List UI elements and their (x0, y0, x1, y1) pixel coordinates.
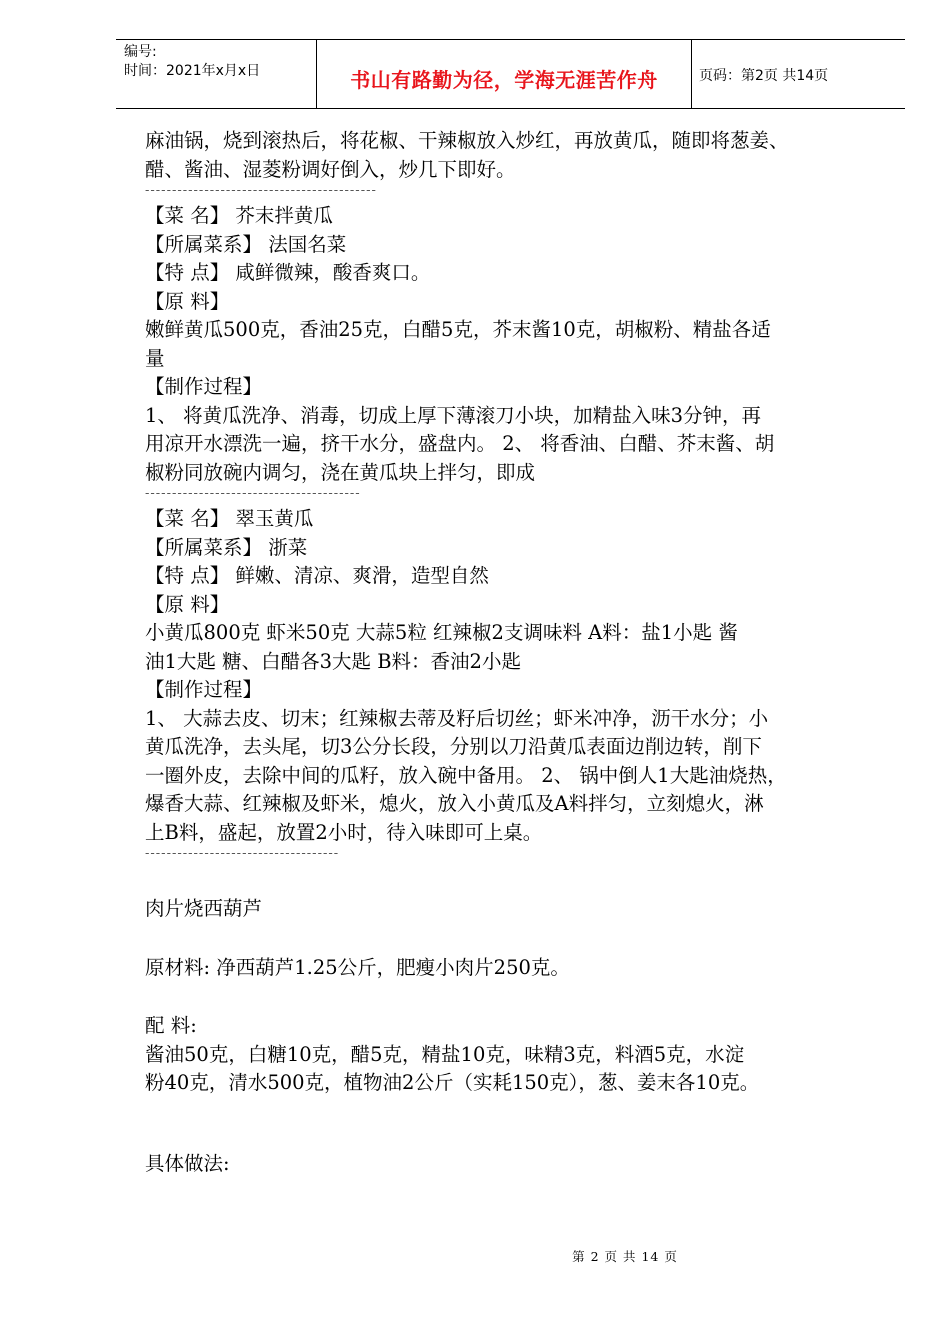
recipe-title: 肉片烧西葫芦 (145, 897, 263, 920)
header-page-cell (691, 40, 905, 108)
method-heading: 具体做法: (145, 1151, 230, 1175)
time-label: 时间：2021年x月x日 (124, 63, 261, 79)
paragraph-line: 黄瓜洗净，去头尾，切3公分长段，分别以刀沿黄瓜表面边削边转，削下 (145, 735, 762, 758)
process-heading: 【制作过程】 (145, 678, 263, 701)
header-motto-cell (316, 40, 692, 108)
document-body (145, 127, 890, 1178)
paragraph-line: 嫩鲜黄瓜500克，香油25克，白醋5克，芥末酱10克，胡椒粉、精盐各适 (145, 318, 771, 341)
dish-name-line: 【菜 名】 芥末拌黄瓜 (145, 204, 333, 227)
section-divider: ---------------------------------------- (145, 487, 361, 501)
features-line: 【特 点】 鲜嫩、清凉、爽滑，造型自然 (145, 564, 489, 587)
section-divider: ------------------------------------ (145, 847, 340, 861)
paragraph-line: 爆香大蒜、红辣椒及虾米，熄火，放入小黄瓜及A料拌匀，立刻熄火，淋 (145, 792, 764, 815)
header-motto: 书山有路勤为径，学海无涯苦作舟 (350, 68, 658, 92)
ingredients-heading: 【原 料】 (145, 289, 230, 313)
footer-page-number: 第 2 页 共 14 页 (572, 1249, 678, 1264)
paragraph-line: 上B料，盛起，放置2小时，待入味即可上桌。 (145, 820, 543, 844)
paragraph-line: 麻油锅，烧到滚热后，将花椒、干辣椒放入炒红，再放黄瓜，随即将葱姜、 (145, 129, 789, 152)
cuisine-line: 【所属菜系】 浙菜 (145, 535, 308, 559)
features-line: 【特 点】 咸鲜微辣，酸香爽口。 (145, 261, 431, 284)
process-heading: 【制作过程】 (145, 375, 263, 398)
dish-name-line: 【菜 名】 翠玉黄瓜 (145, 507, 314, 530)
paragraph-line: 量 (145, 346, 165, 370)
paragraph-line: 小黄瓜800克 虾米50克 大蒜5粒 红辣椒2支调味料 A料：盐1小匙 酱 (145, 621, 738, 644)
ingredients-heading: 【原 料】 (145, 592, 230, 616)
section-divider: ------------------------------------------- (145, 184, 377, 198)
paragraph-line: 一圈外皮，去除中间的瓜籽，放入碗中备用。 2、 锅中倒人1大匙油烧热， (145, 763, 787, 787)
page-footer (0, 1247, 950, 1265)
header-page-code: 页码：第2页 共14页 (699, 68, 829, 84)
paragraph-line: 1、 将黄瓜洗净、消毒，切成上厚下薄滚刀小块，加精盐入味3分钟，再 (145, 403, 762, 427)
cuisine-line: 【所属菜系】 法国名菜 (145, 232, 347, 256)
header-meta-cell (116, 40, 316, 108)
raw-materials-line: 原材料: 净西葫芦1.25公斤，肥瘦小肉片250克。 (145, 955, 570, 979)
paragraph-line: 椒粉同放碗内调匀，浇在黄瓜块上拌匀，即成 (145, 460, 536, 484)
paragraph-line: 醋、酱油、湿菱粉调好倒入，炒几下即好。 (145, 157, 516, 181)
seasoning-heading: 配 料: (145, 1014, 197, 1037)
serial-number-label: 编号: (124, 44, 157, 60)
paragraph-line: 用凉开水漂洗一遍，挤干水分，盛盘内。 2、 将香油、白醋、芥末酱、胡 (145, 432, 775, 455)
paragraph-line: 粉40克，清水500克，植物油2公斤（实耗150克），葱、姜末各10克。 (145, 1071, 760, 1094)
paragraph-line: 酱油50克，白糖10克，醋5克，精盐10克，味精3克，料酒5克，水淀 (145, 1042, 745, 1066)
paragraph-line: 油1大匙 糖、白醋各3大匙 B料：香油2小匙 (145, 649, 521, 673)
document-header (116, 39, 905, 109)
paragraph-line: 1、 大蒜去皮、切末；红辣椒去蒂及籽后切丝；虾米冲净，沥干水分；小 (145, 706, 769, 730)
